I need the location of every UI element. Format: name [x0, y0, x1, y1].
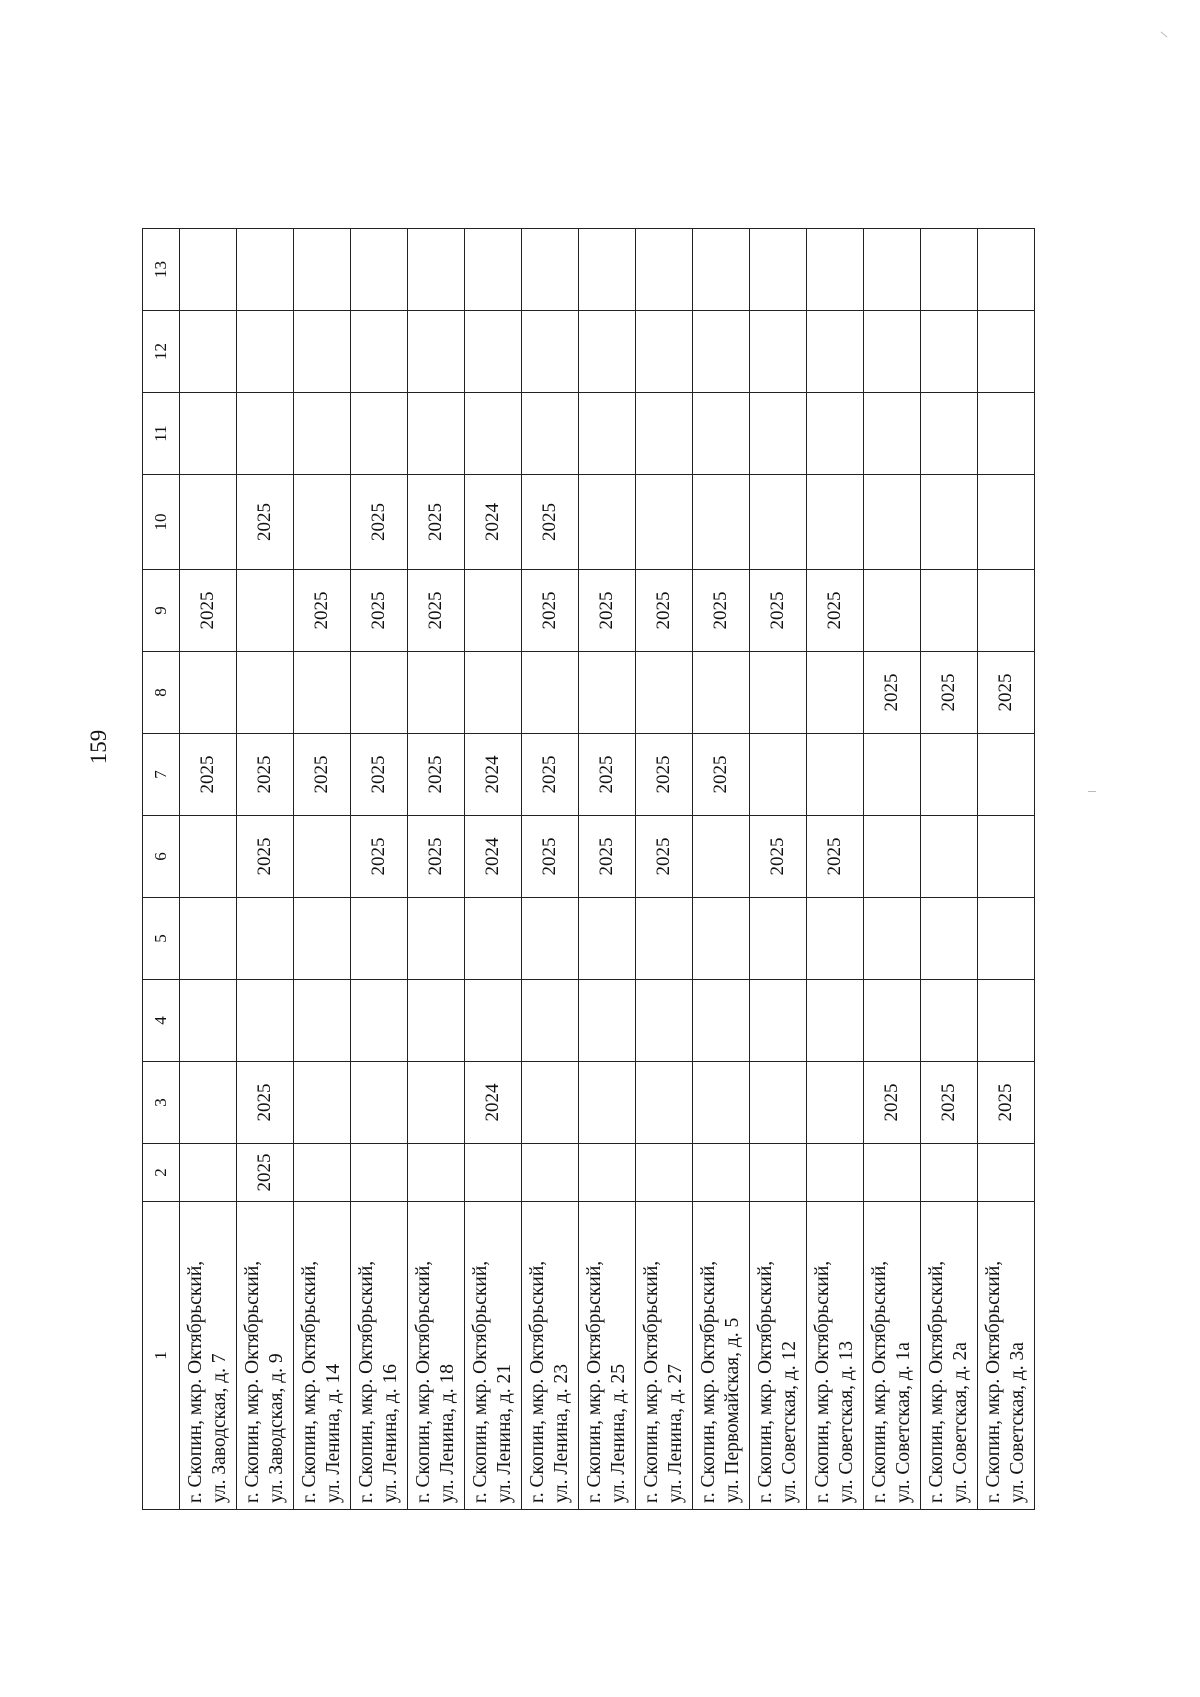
year-cell — [237, 311, 294, 393]
column-number: 5 — [143, 898, 180, 980]
year-cell — [693, 1144, 750, 1202]
year-cell — [180, 393, 237, 475]
year-cell — [807, 1144, 864, 1202]
address-cell — [465, 1202, 522, 1510]
year-cell — [180, 311, 237, 393]
year-cell — [636, 311, 693, 393]
address-cell — [579, 1202, 636, 1510]
column-number: 4 — [143, 980, 180, 1062]
year-cell — [180, 898, 237, 980]
table-row — [522, 229, 579, 1510]
year-cell — [978, 393, 1035, 475]
address-line-2: ул. Советская, д. 2а — [950, 1342, 971, 1503]
year-cell — [750, 652, 807, 734]
year-cell — [921, 734, 978, 816]
year-cell — [921, 229, 978, 311]
year-cell — [465, 570, 522, 652]
year-cell — [294, 475, 351, 570]
year-cell: 2025 — [522, 734, 579, 816]
year-cell — [636, 980, 693, 1062]
address-line-2: ул. Заводская, д. 7 — [209, 1353, 230, 1503]
table-row — [237, 229, 294, 1510]
year-cell — [237, 898, 294, 980]
year-cell: 2025 — [522, 475, 579, 570]
year-cell — [180, 475, 237, 570]
address-line-2: ул. Заводская, д. 9 — [266, 1353, 287, 1503]
table-row — [693, 229, 750, 1510]
year-cell — [294, 229, 351, 311]
year-cell — [294, 393, 351, 475]
address-line-1: г. Скопин, мкр. Октябрьский, — [355, 1260, 377, 1503]
year-cell — [636, 475, 693, 570]
year-cell — [978, 980, 1035, 1062]
year-cell — [522, 1062, 579, 1144]
year-cell — [750, 734, 807, 816]
year-cell — [351, 898, 408, 980]
year-cell — [978, 311, 1035, 393]
year-cell: 2025 — [921, 1062, 978, 1144]
address-cell — [351, 1202, 408, 1510]
year-cell — [693, 652, 750, 734]
year-cell — [522, 311, 579, 393]
address-line-2: ул. Ленина, д. 27 — [665, 1363, 686, 1503]
address-line-1: г. Скопин, мкр. Октябрьский, — [184, 1260, 206, 1503]
address-line-2: ул. Советская, д. 13 — [836, 1340, 857, 1503]
year-cell — [408, 1062, 465, 1144]
year-cell — [807, 311, 864, 393]
address-cell — [807, 1202, 864, 1510]
year-cell — [921, 475, 978, 570]
year-cell — [294, 311, 351, 393]
year-cell — [579, 1144, 636, 1202]
year-cell — [750, 1144, 807, 1202]
year-cell: 2025 — [180, 570, 237, 652]
year-cell — [693, 229, 750, 311]
column-number: 9 — [143, 570, 180, 652]
year-cell — [864, 311, 921, 393]
year-cell — [294, 898, 351, 980]
address-cell — [237, 1202, 294, 1510]
year-cell: 2025 — [807, 570, 864, 652]
year-cell — [921, 311, 978, 393]
year-cell: 2025 — [408, 816, 465, 898]
address-line-1: г. Скопин, мкр. Октябрьский, — [412, 1260, 434, 1503]
column-number: 10 — [143, 475, 180, 570]
address-cell — [978, 1202, 1035, 1510]
table-row — [807, 229, 864, 1510]
year-cell — [351, 980, 408, 1062]
year-cell — [237, 393, 294, 475]
year-cell — [921, 980, 978, 1062]
column-number: 8 — [143, 652, 180, 734]
year-cell — [750, 898, 807, 980]
year-cell — [693, 1062, 750, 1144]
year-cell: 2025 — [864, 652, 921, 734]
column-number: 3 — [143, 1062, 180, 1144]
year-cell — [465, 311, 522, 393]
year-cell — [351, 311, 408, 393]
year-cell — [579, 229, 636, 311]
address-line-1: г. Скопин, мкр. Октябрьский, — [868, 1260, 890, 1503]
year-cell — [750, 229, 807, 311]
year-cell: 2025 — [693, 570, 750, 652]
year-cell — [750, 980, 807, 1062]
address-line-2: ул. Ленина, д. 25 — [608, 1363, 629, 1503]
address-cell — [180, 1202, 237, 1510]
table-row — [636, 229, 693, 1510]
year-cell — [807, 475, 864, 570]
year-cell — [522, 980, 579, 1062]
year-cell — [750, 311, 807, 393]
year-cell — [807, 652, 864, 734]
year-cell: 2025 — [579, 816, 636, 898]
address-line-2: ул. Советская, д. 3а — [1007, 1342, 1028, 1503]
year-cell: 2025 — [237, 1062, 294, 1144]
year-cell: 2025 — [351, 475, 408, 570]
year-cell — [750, 1062, 807, 1144]
column-number: 1 — [143, 1202, 180, 1510]
table-row — [864, 229, 921, 1510]
year-cell — [579, 980, 636, 1062]
address-cell — [522, 1202, 579, 1510]
year-cell — [978, 898, 1035, 980]
year-cell — [636, 1144, 693, 1202]
year-cell — [294, 1062, 351, 1144]
year-cell: 2025 — [408, 734, 465, 816]
year-cell — [750, 393, 807, 475]
year-cell — [294, 1144, 351, 1202]
address-line-2: ул. Советская, д. 12 — [779, 1340, 800, 1503]
year-cell — [351, 229, 408, 311]
table-row — [408, 229, 465, 1510]
address-line-1: г. Скопин, мкр. Октябрьский, — [583, 1260, 605, 1503]
year-cell — [693, 475, 750, 570]
year-cell: 2025 — [522, 570, 579, 652]
year-cell — [351, 1144, 408, 1202]
address-cell — [408, 1202, 465, 1510]
year-cell — [921, 898, 978, 980]
table-row — [579, 229, 636, 1510]
year-cell: 2025 — [408, 475, 465, 570]
year-cell — [180, 1144, 237, 1202]
year-cell: 2024 — [465, 1062, 522, 1144]
year-cell — [465, 980, 522, 1062]
year-cell — [636, 1062, 693, 1144]
year-cell — [522, 393, 579, 475]
table-row — [180, 229, 237, 1510]
year-cell — [180, 1062, 237, 1144]
year-cell — [978, 734, 1035, 816]
year-cell — [864, 570, 921, 652]
year-cell — [693, 898, 750, 980]
year-cell: 2025 — [408, 570, 465, 652]
year-cell — [978, 816, 1035, 898]
year-cell — [180, 816, 237, 898]
column-number: 12 — [143, 311, 180, 393]
year-cell — [636, 652, 693, 734]
year-cell — [579, 652, 636, 734]
year-cell — [864, 734, 921, 816]
year-cell: 2025 — [864, 1062, 921, 1144]
year-cell — [864, 816, 921, 898]
year-cell — [408, 311, 465, 393]
table-row — [465, 229, 522, 1510]
year-cell — [351, 1062, 408, 1144]
address-line-1: г. Скопин, мкр. Октябрьский, — [754, 1260, 776, 1503]
year-cell: 2024 — [465, 475, 522, 570]
year-cell: 2025 — [579, 734, 636, 816]
year-cell — [978, 1144, 1035, 1202]
address-line-1: г. Скопин, мкр. Октябрьский, — [811, 1260, 833, 1503]
year-cell — [465, 1144, 522, 1202]
year-cell — [636, 393, 693, 475]
year-cell — [807, 898, 864, 980]
schedule-table — [142, 228, 1035, 1510]
year-cell — [636, 229, 693, 311]
table-row — [351, 229, 408, 1510]
year-cell — [522, 898, 579, 980]
year-cell: 2025 — [750, 570, 807, 652]
year-cell — [864, 898, 921, 980]
column-number: 11 — [143, 393, 180, 475]
address-cell — [864, 1202, 921, 1510]
year-cell — [579, 311, 636, 393]
year-cell — [579, 1062, 636, 1144]
year-cell — [465, 652, 522, 734]
year-cell — [693, 980, 750, 1062]
column-number: 7 — [143, 734, 180, 816]
year-cell — [294, 816, 351, 898]
year-cell: 2025 — [636, 816, 693, 898]
page-number: 159 — [86, 729, 111, 765]
address-line-2: ул. Ленина, д. 14 — [323, 1363, 344, 1503]
table-row — [750, 229, 807, 1510]
year-cell — [408, 980, 465, 1062]
year-cell: 2025 — [978, 1062, 1035, 1144]
year-cell — [237, 570, 294, 652]
address-line-2: ул. Ленина, д. 23 — [551, 1363, 572, 1503]
address-line-1: г. Скопин, мкр. Октябрьский, — [982, 1260, 1004, 1503]
year-cell: 2025 — [237, 1144, 294, 1202]
year-cell — [579, 475, 636, 570]
year-cell — [294, 980, 351, 1062]
year-cell — [408, 898, 465, 980]
address-line-1: г. Скопин, мкр. Октябрьский, — [469, 1260, 491, 1503]
year-cell — [237, 980, 294, 1062]
year-cell — [465, 229, 522, 311]
year-cell — [864, 1144, 921, 1202]
column-number: 6 — [143, 816, 180, 898]
table-row — [294, 229, 351, 1510]
address-cell — [750, 1202, 807, 1510]
year-cell — [636, 898, 693, 980]
year-cell — [522, 1144, 579, 1202]
year-cell — [294, 652, 351, 734]
year-cell — [750, 475, 807, 570]
address-line-1: г. Скопин, мкр. Октябрьский, — [298, 1260, 320, 1503]
year-cell: 2025 — [294, 570, 351, 652]
year-cell — [693, 816, 750, 898]
address-line-1: г. Скопин, мкр. Октябрьский, — [241, 1260, 263, 1503]
year-cell — [807, 393, 864, 475]
year-cell: 2025 — [351, 570, 408, 652]
address-line-2: ул. Ленина, д. 21 — [494, 1363, 515, 1503]
year-cell: 2025 — [693, 734, 750, 816]
year-cell — [807, 980, 864, 1062]
year-cell — [408, 1144, 465, 1202]
year-cell — [921, 570, 978, 652]
year-cell — [237, 229, 294, 311]
year-cell — [864, 475, 921, 570]
scan-speck — [1088, 791, 1096, 792]
year-cell — [579, 393, 636, 475]
address-cell — [294, 1202, 351, 1510]
address-line-2: ул. Ленина, д. 18 — [437, 1363, 458, 1503]
year-cell: 2025 — [636, 570, 693, 652]
year-cell — [864, 980, 921, 1062]
year-cell — [978, 570, 1035, 652]
header-row — [143, 229, 180, 1510]
year-cell: 2025 — [351, 816, 408, 898]
year-cell — [807, 229, 864, 311]
year-cell — [408, 393, 465, 475]
address-cell — [693, 1202, 750, 1510]
year-cell — [237, 652, 294, 734]
year-cell — [807, 734, 864, 816]
column-number: 13 — [143, 229, 180, 311]
year-cell — [180, 229, 237, 311]
address-line-2: ул. Ленина, д. 16 — [380, 1363, 401, 1503]
year-cell: 2025 — [522, 816, 579, 898]
year-cell — [465, 393, 522, 475]
year-cell — [408, 652, 465, 734]
year-cell: 2025 — [636, 734, 693, 816]
year-cell: 2024 — [465, 734, 522, 816]
table-row — [978, 229, 1035, 1510]
address-line-1: г. Скопин, мкр. Октябрьский, — [697, 1260, 719, 1503]
year-cell — [180, 652, 237, 734]
address-line-1: г. Скопин, мкр. Октябрьский, — [526, 1260, 548, 1503]
year-cell: 2025 — [294, 734, 351, 816]
address-line-2: ул. Советская, д. 1а — [893, 1342, 914, 1503]
year-cell: 2025 — [750, 816, 807, 898]
year-cell — [693, 393, 750, 475]
year-cell — [921, 393, 978, 475]
address-cell — [921, 1202, 978, 1510]
year-cell — [180, 980, 237, 1062]
year-cell — [351, 393, 408, 475]
year-cell — [978, 229, 1035, 311]
year-cell: 2025 — [180, 734, 237, 816]
column-number: 2 — [143, 1144, 180, 1202]
year-cell — [522, 652, 579, 734]
address-cell — [636, 1202, 693, 1510]
year-cell — [693, 311, 750, 393]
year-cell: 2024 — [465, 816, 522, 898]
year-cell — [921, 1144, 978, 1202]
year-cell — [465, 898, 522, 980]
year-cell: 2025 — [237, 734, 294, 816]
year-cell: 2025 — [921, 652, 978, 734]
year-cell — [579, 898, 636, 980]
year-cell — [408, 229, 465, 311]
address-line-1: г. Скопин, мкр. Октябрьский, — [640, 1260, 662, 1503]
table-row — [921, 229, 978, 1510]
year-cell — [921, 816, 978, 898]
year-cell — [351, 652, 408, 734]
year-cell: 2025 — [978, 652, 1035, 734]
address-line-1: г. Скопин, мкр. Октябрьский, — [925, 1260, 947, 1503]
year-cell: 2025 — [807, 816, 864, 898]
year-cell — [864, 229, 921, 311]
year-cell — [864, 393, 921, 475]
year-cell: 2025 — [237, 816, 294, 898]
year-cell — [522, 229, 579, 311]
address-line-2: ул. Первомайская, д. 5 — [722, 1317, 743, 1503]
year-cell: 2025 — [237, 475, 294, 570]
year-cell: 2025 — [351, 734, 408, 816]
year-cell — [978, 475, 1035, 570]
year-cell: 2025 — [579, 570, 636, 652]
year-cell — [807, 1062, 864, 1144]
